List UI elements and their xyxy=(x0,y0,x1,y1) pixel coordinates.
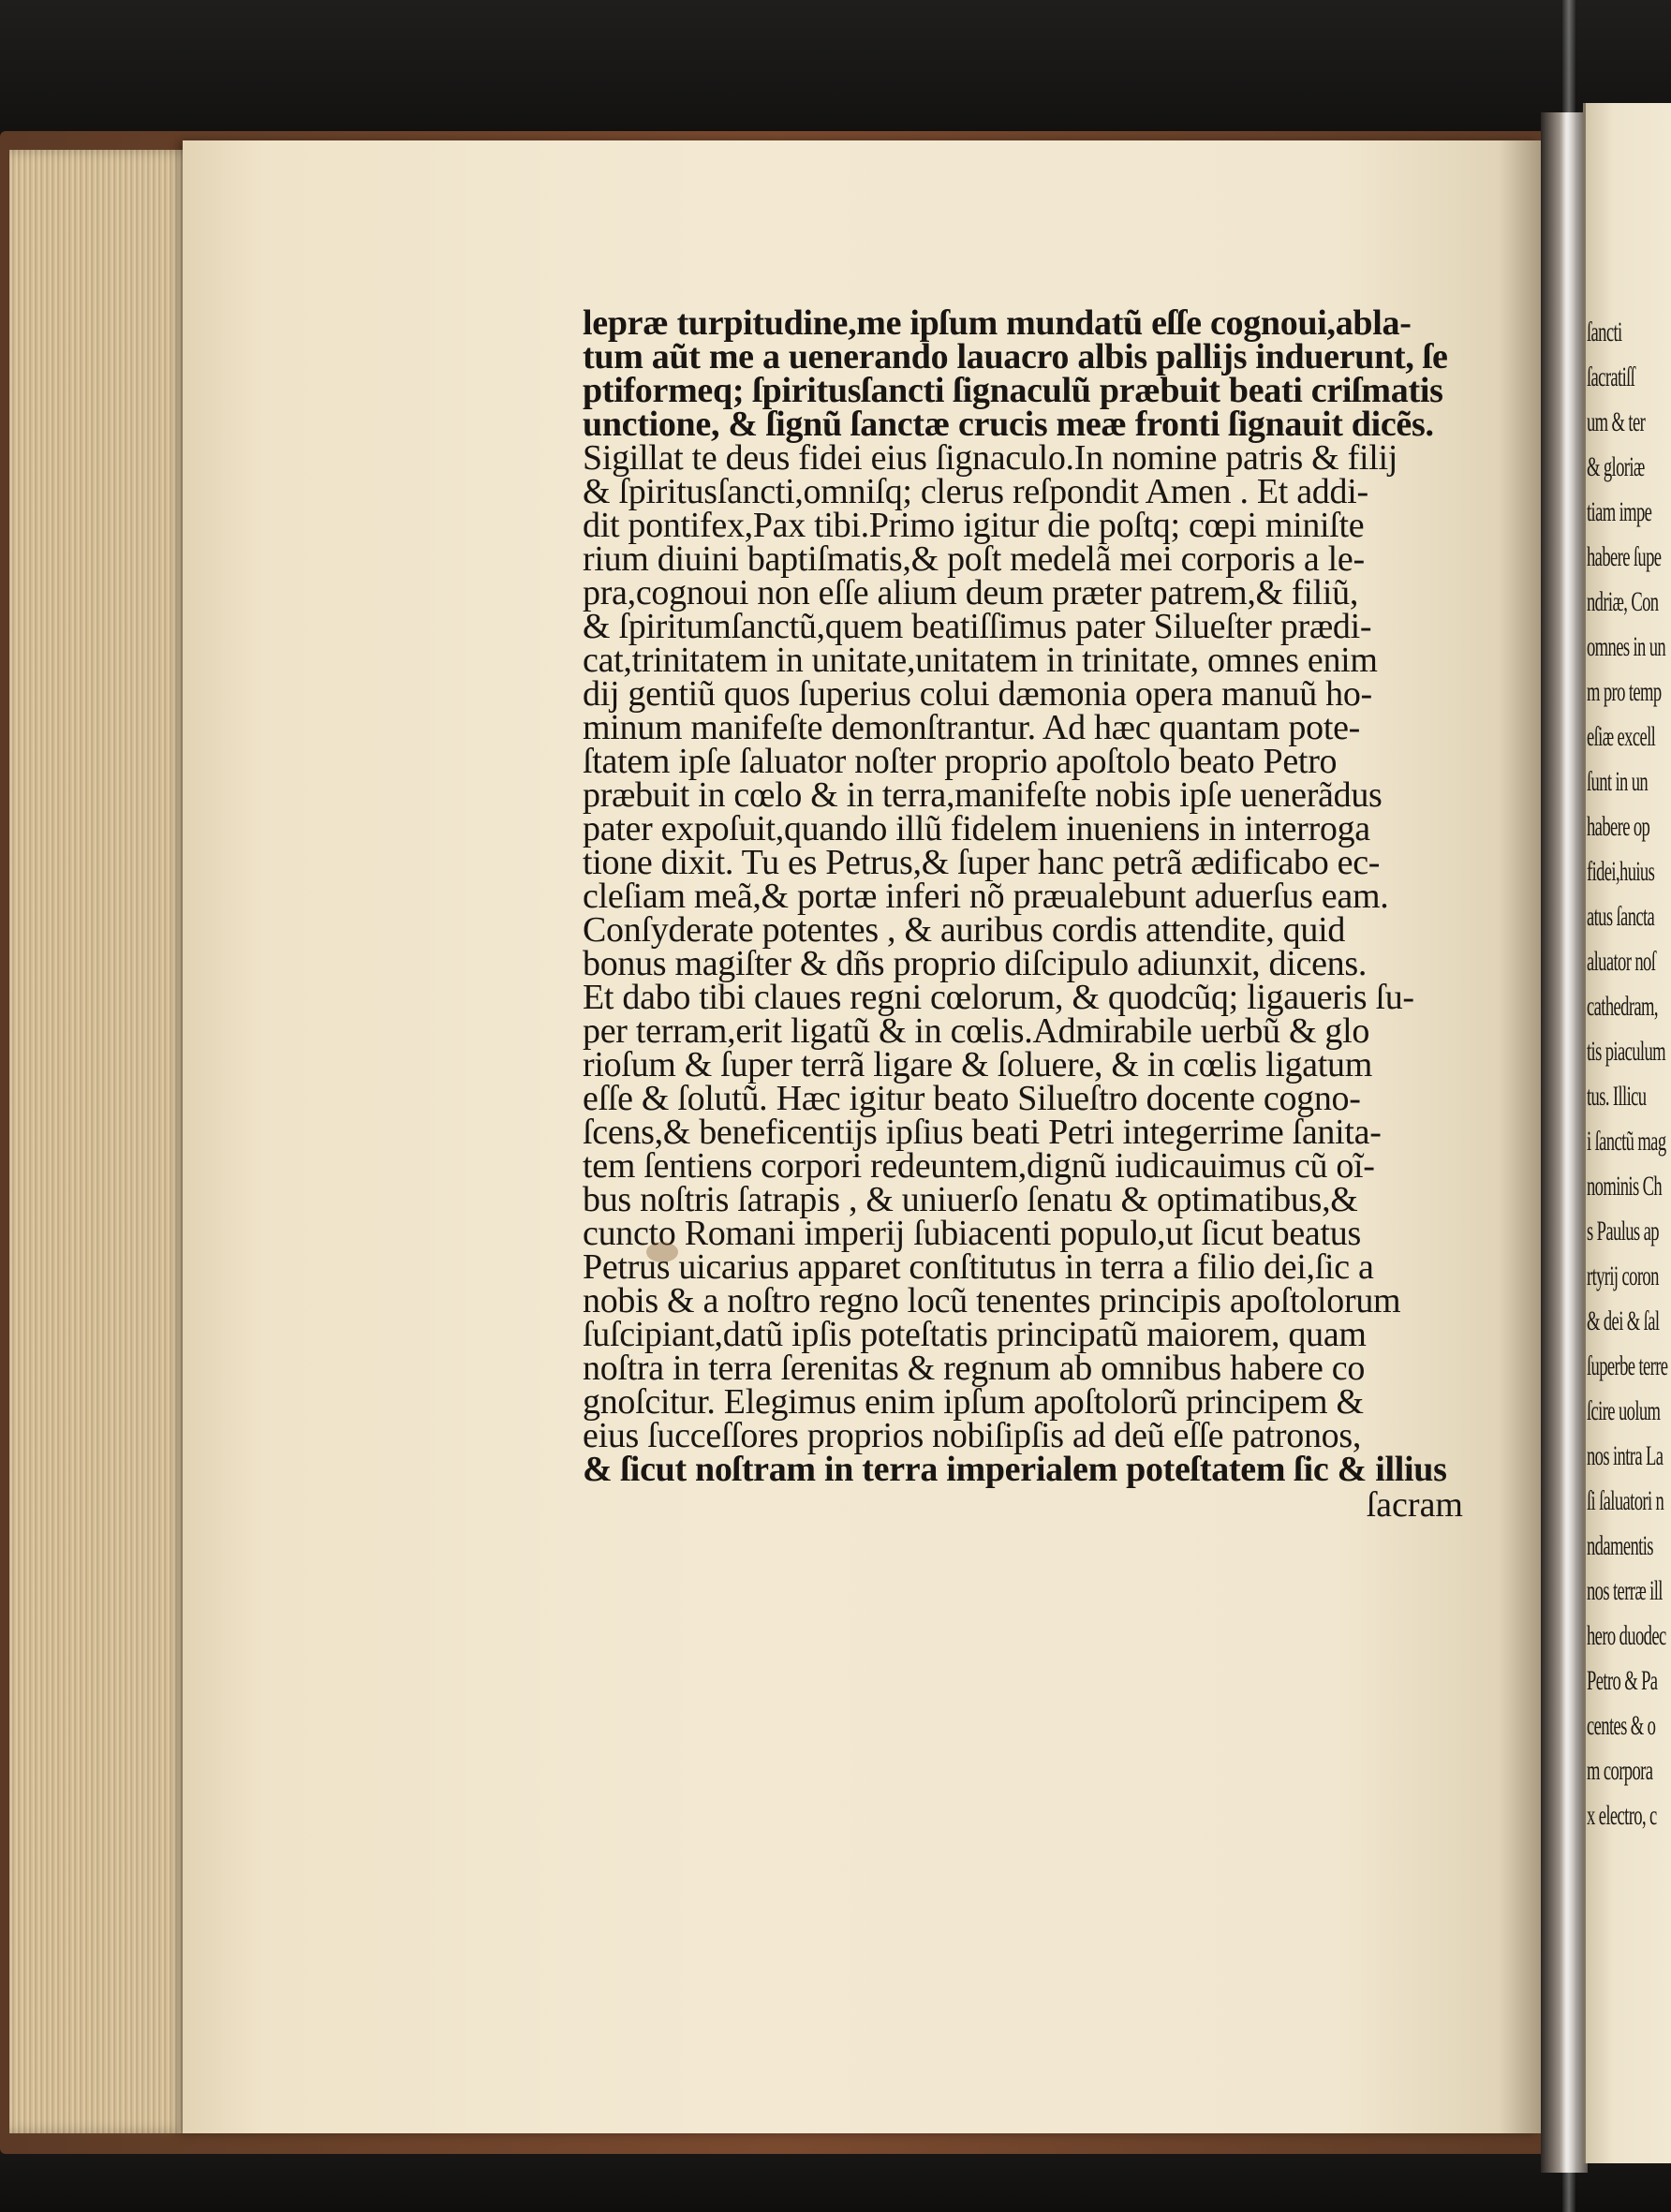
background-top xyxy=(0,0,1671,140)
text-line: unctione, & ſignũ ſanctæ crucis meæ fronti ſignauit dicẽs. xyxy=(583,405,1434,444)
text-line: ſcens,& beneficentijs ipſius beati Petri integerrime ſanita- xyxy=(583,1113,1382,1152)
facing-text-line: & dei & ſal xyxy=(1587,1305,1660,1336)
ink-stain xyxy=(646,1242,678,1262)
text-line: eſſe & ſolutũ. Hæc igitur beato Silueſtro docente cogno- xyxy=(583,1079,1361,1118)
text-line: Sigillat te deus fidei eius ſignaculo.In nomine patris & filij xyxy=(583,438,1398,478)
text-line: Et dabo tibi claues regni cœlorum, & quodcũq; ligaueris ſu- xyxy=(583,978,1414,1017)
text-line: cuncto Romani imperij ſubiacenti populo,ut ſicut beatus xyxy=(583,1214,1361,1253)
text-line: eius ſucceſſores proprios nobiſipſis ad deũ eſſe patronos, xyxy=(583,1416,1362,1455)
text-line: bonus magiſter & dñs proprio diſcipulo adiunxit, dicens. xyxy=(583,944,1368,983)
facing-text-line: x electro, c xyxy=(1587,1800,1657,1831)
facing-text-line: aluator noſ xyxy=(1587,946,1656,977)
facing-text-line: ndriæ, Con xyxy=(1587,586,1659,617)
text-line: rioſum & ſuper terrã ligare & ſoluere, & in cœlis ligatum xyxy=(583,1045,1372,1084)
text-line: ſtatem ipſe ſaluator noſter proprio apoſtolo beato Petro xyxy=(583,742,1338,781)
facing-text-line: tus. Illicu xyxy=(1587,1081,1647,1112)
facing-text-line: ſuperbe terre xyxy=(1587,1350,1668,1381)
facing-text-line: ſi ſaluatori n xyxy=(1587,1485,1664,1516)
facing-text-line: m corpora xyxy=(1587,1755,1653,1786)
text-line: nobis & a noſtro regno locũ tenentes principis apoſtolorum xyxy=(583,1281,1401,1320)
text-line: cleſiam meã,& portæ inferi nõ præualebunt aduerſus eam. xyxy=(583,877,1389,916)
facing-text-line: um & ter xyxy=(1587,406,1646,437)
page-block-edges xyxy=(9,150,197,2133)
text-line: tem ſentiens corpori redeuntem,dignũ iudicauimus cũ oĩ- xyxy=(583,1146,1375,1186)
facing-text-line: s Paulus ap xyxy=(1587,1216,1659,1246)
background-bottom xyxy=(0,2145,1671,2212)
text-line: rium diuini baptiſmatis,& poſt medelã mei corporis a le- xyxy=(583,539,1365,579)
facing-text-line: tis piaculum xyxy=(1587,1036,1666,1067)
text-line: lepræ turpitudine,me ipſum mundatũ eſſe cognoui,abla- xyxy=(583,303,1412,343)
mylar-sleeve-strip xyxy=(1562,0,1575,2212)
facing-text-line: ſancti xyxy=(1587,317,1622,347)
text-line: tum aũt me a uenerando lauacro albis pallijs induerunt, ſe xyxy=(583,337,1448,376)
facing-text-line: omnes in un xyxy=(1587,631,1666,662)
page-fold-shadow xyxy=(1499,140,1544,2133)
facing-text-line: i ſanctũ mag xyxy=(1587,1126,1666,1157)
text-line: dit pontifex,Pax tibi.Primo igitur die poſtq; cœpi miniſte xyxy=(583,506,1365,545)
text-line: ſuſcipiant,datũ ipſis poteſtatis principatũ maiorem, quam xyxy=(583,1315,1367,1354)
facing-text-line: centes & o xyxy=(1587,1710,1656,1741)
facing-text-line: cathedram, xyxy=(1587,991,1658,1022)
text-line: tione dixit. Tu es Petrus,& ſuper hanc petrã ædificabo ec- xyxy=(583,843,1381,882)
text-line: gnoſcitur. Elegimus enim ipſum apoſtolorũ principem & xyxy=(583,1382,1364,1422)
text-line: dij gentiũ quos ſuperius colui dæmonia opera manuũ ho- xyxy=(583,674,1372,714)
text-line: Petrus uicarius apparet conſtitutus in terra a filio dei,ſic a xyxy=(583,1247,1374,1287)
text-line: bus noſtris ſatrapis , & uniuerſo ſenatu & optimatibus,& xyxy=(583,1180,1358,1219)
facing-text-line: atus ſancta xyxy=(1587,901,1655,932)
facing-text-line: Petro & Pa xyxy=(1587,1665,1658,1696)
facing-page xyxy=(1583,103,1671,2163)
text-line: & ſpiritumſanctũ,quem beatiſſimus pater Silueſter prædi- xyxy=(583,607,1372,646)
facing-text-line: ſunt in un xyxy=(1587,766,1649,797)
text-line: præbuit in cœlo & in terra,manifeſte nobis ipſe uenerãdus xyxy=(583,775,1383,815)
facing-text-line: nos terræ ill xyxy=(1587,1575,1663,1606)
text-line: noſtra in terra ſerenitas & regnum ab omnibus habere co xyxy=(583,1349,1366,1388)
facing-text-line: ſcire uolum xyxy=(1587,1395,1661,1426)
page-margin-shadow xyxy=(1583,103,1586,2163)
text-line: pater expoſuit,quando illũ fidelem inueniens in interroga xyxy=(583,809,1370,848)
facing-text-line: ſacratiſſ xyxy=(1587,361,1635,392)
facing-text-line: rtyrij coron xyxy=(1587,1261,1659,1291)
facing-text-line: hero duodec xyxy=(1587,1620,1666,1651)
facing-text-line: & gloriæ xyxy=(1587,451,1645,482)
facing-text-line: nominis Ch xyxy=(1587,1171,1663,1202)
facing-text-line: eſiæ excell xyxy=(1587,721,1656,752)
catchword: ſacram xyxy=(1366,1485,1463,1525)
facing-text-line: habere op xyxy=(1587,811,1650,842)
text-line: minum manifeſte demonſtrantur. Ad hæc quantam pote- xyxy=(583,708,1361,747)
text-line: & ſicut noſtram in terra imperialem poteſtatem ſic & illius xyxy=(583,1450,1447,1489)
facing-text-line: fidei,huius xyxy=(1587,856,1655,887)
text-line: pra,cognoui non eſſe alium deum præter patrem,& filiũ, xyxy=(583,573,1359,612)
facing-text-line: habere ſupe xyxy=(1587,541,1662,572)
facing-text-line: m pro temp xyxy=(1587,676,1662,707)
text-line: Conſyderate potentes , & auribus cordis attendite, quid xyxy=(583,910,1346,950)
text-line: per terram,erit ligatũ & in cœlis.Admirabile uerbũ & glo xyxy=(583,1011,1370,1051)
facing-text-line: ndamentis xyxy=(1587,1530,1653,1561)
text-line: cat,trinitatem in unitate,unitatem in trinitate, omnes enim xyxy=(583,641,1378,680)
facing-text-line: tiam impe xyxy=(1587,496,1652,527)
text-line: & ſpiritusſancti,omniſq; clerus reſpondit Amen . Et addi- xyxy=(583,472,1368,511)
facing-text-line: nos intra La xyxy=(1587,1440,1664,1471)
text-line: ptiformeq; ſpiritusſancti ſignaculũ præbuit beati criſmatis xyxy=(583,371,1443,410)
